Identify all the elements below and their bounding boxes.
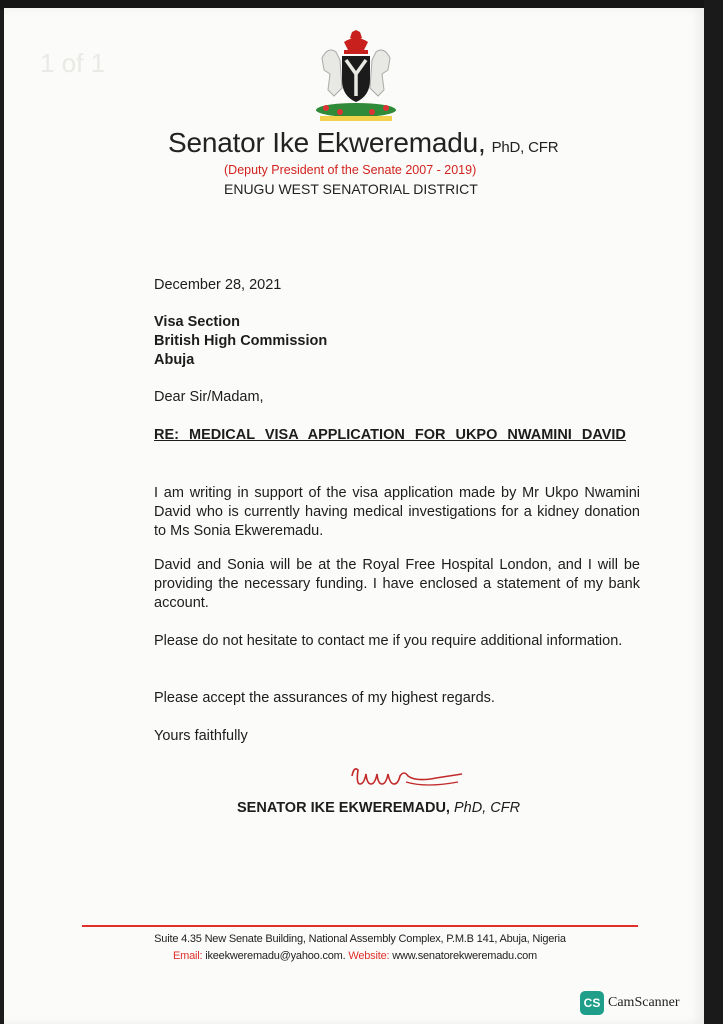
body-paragraph: Please accept the assurances of my highest regards. [154, 690, 495, 706]
signatory-name: SENATOR IKE EKWEREMADU, [237, 800, 450, 816]
footer-address: Suite 4.35 New Senate Building, National Assembly Complex, P.M.B 141, Abuja, Nigeria [154, 933, 566, 945]
letterhead-name-line [168, 127, 558, 159]
signature-icon [346, 760, 468, 796]
footer-email-label: Email: [172, 950, 203, 962]
letter-subject: RE: MEDICAL VISA APPLICATION FOR UKPO NWAMINI DAVID [154, 427, 626, 443]
camscanner-text: CamScanner [608, 995, 680, 1010]
recipient-line: Visa Section [154, 314, 240, 330]
footer-website[interactable]: www.senatorekweremadu.com [392, 950, 538, 962]
right-edge [704, 0, 723, 1024]
page-count-ghost-text: 1 of 1 [40, 48, 106, 78]
footer-divider [82, 925, 638, 927]
closing: Yours faithfully [154, 728, 248, 744]
letterhead-name: Senator Ike Ekweremadu, [168, 127, 486, 158]
letterhead-district: ENUGU WEST SENATORIAL DISTRICT [224, 181, 478, 197]
letterhead-qualifications: PhD, CFR [491, 139, 559, 156]
nigeria-coat-of-arms-icon [300, 30, 412, 122]
signatory-line [237, 800, 520, 816]
recipient-line: British High Commission [154, 333, 328, 349]
camscanner-watermark [580, 990, 680, 1016]
footer-email[interactable]: ikeekweremadu@yahoo.com. [205, 950, 346, 962]
body-paragraph: Please do not hesitate to contact me if you require additional information. [154, 633, 623, 649]
body-paragraph: I am writing in support of the visa application made by Mr Ukpo Nwamini David who is currently having medical investigations for a kidney donation to Ms Sonia Ekweremadu. [154, 485, 640, 539]
letter-date: December 28, 2021 [154, 277, 282, 293]
signatory-qualifications: PhD, CFR [453, 800, 521, 816]
letterhead-position: (Deputy President of the Senate 2007 - 2019) [224, 163, 477, 177]
footer-website-label: Website: [348, 950, 390, 962]
body-paragraph: David and Sonia will be at the Royal Free Hospital London, and I will be providing the necessary funding. I have enclosed a statement of my bank account. [154, 557, 640, 611]
footer-contact [145, 950, 565, 962]
recipient-line: Abuja [154, 352, 195, 368]
camscanner-logo-icon: CS [580, 991, 604, 1015]
salutation: Dear Sir/Madam, [154, 389, 264, 405]
